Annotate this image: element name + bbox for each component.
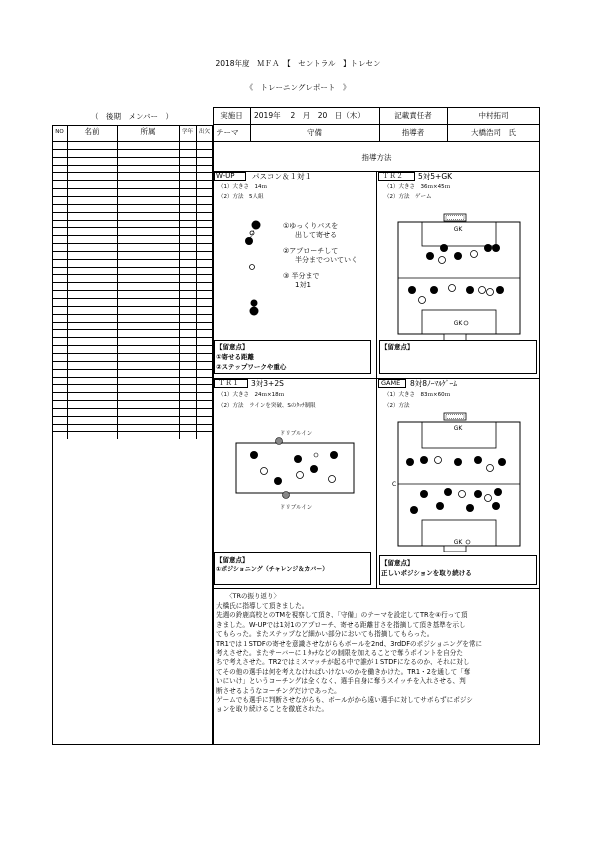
reflection-line: ちで考えさせた。TR2ではミスマッチが起る中で誰が１STDFになるのか、それに対し [216, 658, 470, 667]
member-row-line [52, 400, 213, 401]
col-affiliation: 所属 [140, 127, 156, 136]
member-row-line [52, 290, 213, 291]
reflection-line: てもらった。またステップなど細かい部分においても指摘してもらった。 [216, 630, 434, 639]
game-method: （2）方法 [384, 403, 410, 409]
tr2-method: （2）方法 ゲーム [384, 194, 432, 200]
game-c-label: C [392, 481, 397, 488]
member-row-line [52, 322, 213, 323]
game-name: 8対8ﾉｰﾏﾙｹﾞｰﾑ [410, 379, 458, 388]
game-pitch-diagram [378, 410, 538, 552]
member-row-line [52, 431, 213, 432]
member-row-line [52, 384, 213, 385]
reflection-line: ョンを取り続けることを徹底された。 [216, 705, 329, 714]
reflection-line: 断させるようなコーチングだけであった。 [216, 686, 341, 695]
wup-steps: ①ゆっくりパスを 出して寄せる ②アプローチして 半分までついていく ③ 半分まで 1対1 [283, 222, 358, 289]
player-dark [251, 300, 258, 307]
report-title: 2018年度 ＭＦＡ 【 セントラル 】トレセン [215, 59, 381, 68]
game-gk-top: GK [453, 425, 463, 432]
method-label: 指導方法 [361, 153, 392, 162]
coach-value: 大橋浩司 氏 [471, 128, 516, 137]
tr1-size: （1）大きさ 24ｍ×18ｍ [218, 392, 285, 398]
tr1-dribble-bottom: ドリブルイン [279, 505, 313, 511]
member-row-line [52, 267, 213, 268]
member-row-line [52, 361, 213, 362]
reflection-title: 〈TRの振り返り〉 [226, 592, 280, 600]
reflection-line: TR1では１STDFの寄せを意識させながらもボールを2nd、3rdDFのポジショニングを常に [216, 639, 483, 648]
reflection-line: 大橋氏に指導して頂きました。 [216, 602, 309, 610]
member-row-line [52, 251, 213, 252]
game-gk-bottom: GK [453, 539, 463, 546]
game-size: （1）大きさ 83ｍ×60ｍ [384, 392, 451, 398]
member-row-line [52, 274, 213, 275]
tr2-tag: ＴＲ２ [382, 172, 403, 180]
member-row-line [52, 149, 213, 150]
members-table [52, 125, 213, 745]
tr1-tag: ＴＲ１ [218, 379, 239, 387]
reflection-line: ゲームでも選手に判断させながらも、ボールがから遠い選手に対してサボらずにポジシ [216, 696, 473, 705]
tr2-gk-top: GK [453, 226, 463, 233]
member-row-line [52, 337, 213, 338]
tr2-pitch-diagram [378, 210, 538, 340]
date-value: 2019年 2 月 20 日（木） [254, 111, 365, 120]
col-grade: 学年 [181, 129, 193, 135]
report-subtitle: 《 トレーニングレポート 》 [245, 83, 351, 92]
reflection-line: てその他の選手は何を考えなければいけないのかを働きかけた。TR1・2を通して「奪 [216, 667, 471, 676]
wup-tag: W-UP [216, 172, 235, 180]
member-row-line [52, 298, 213, 299]
member-row-line [52, 243, 213, 244]
member-row-line [52, 259, 213, 260]
member-row-line [52, 345, 213, 346]
wup-name: パスコン＆１対１ [252, 172, 312, 181]
recorder-label: 記載責任者 [394, 111, 432, 120]
tr1-name: 3対3+2S [251, 379, 284, 388]
member-row-line [52, 204, 213, 205]
members-label: （ 後期 メンバー ） [91, 112, 173, 121]
member-row-line [52, 172, 213, 173]
member-row-line [52, 235, 213, 236]
reflection-line: きました。W-UPでは1対1のアプローチ、寄せる距離甘さを指摘して頂き基準を示し [216, 620, 466, 629]
member-row-line [52, 165, 213, 166]
member-row-line [52, 220, 213, 221]
wup-method: （2）方法 5人組 [218, 194, 264, 200]
col-no: NO [55, 129, 64, 135]
ball-icon [250, 265, 255, 270]
reflection-line: 考えさせた。またサーバーに１ﾀｯﾁなどの制限を加えることで奪うポイントを自分た [216, 649, 463, 658]
member-row-line [52, 353, 213, 354]
recorder-value: 中村拓司 [478, 111, 509, 120]
member-row-line [52, 188, 213, 189]
tr2-size: （1）大きさ 36ｍ×45ｍ [384, 184, 451, 190]
wup-notes-title: 【留意点】 [216, 343, 249, 351]
tr1-method: （2）方法 ラインを突破、Sのﾀｯﾁ制限 [218, 403, 316, 409]
member-row-line [52, 282, 213, 283]
col-name: 名前 [84, 127, 100, 136]
player-dark [250, 307, 259, 316]
tr1-notes-title: 【留意点】 [216, 556, 249, 564]
coach-label: 指導者 [401, 128, 425, 137]
member-row-line [52, 416, 213, 417]
member-row-line [52, 196, 213, 197]
member-row-line [52, 212, 213, 213]
date-label: 実施日 [220, 111, 243, 120]
member-row-line [52, 157, 213, 158]
member-row-line [52, 392, 213, 393]
reflection-text [216, 602, 538, 715]
member-row-line [52, 306, 213, 307]
member-row-line [52, 424, 213, 425]
game-tag: GAME [381, 379, 401, 387]
theme-label: テーマ [216, 128, 239, 137]
member-row-line [52, 369, 213, 370]
col-attendance: 出欠 [198, 129, 210, 135]
reflection-line: いにいけ」というコーチングは全くなく、選手自身に奪うスイッチを入れさせる、判 [216, 677, 466, 686]
member-row-line [52, 227, 213, 228]
member-row-line [52, 377, 213, 378]
player-dark [245, 237, 253, 245]
member-row-line [52, 314, 213, 315]
member-row-line [52, 408, 213, 409]
wup-size: （1）大きさ 14ｍ [218, 184, 267, 190]
game-notes-title: 【留意点】 [381, 559, 414, 567]
tr1-dribble-top: ドリブルイン [279, 431, 313, 437]
tr1-pitch-diagram [214, 425, 374, 515]
member-row-line [52, 180, 213, 181]
member-row-line [52, 329, 213, 330]
tr2-notes-title: 【留意点】 [381, 343, 414, 351]
member-row-line [52, 141, 213, 142]
reflection-line: 先週の鈴鹿高校とのTMを視察して頂き、「守備」のテーマを設定してTRを④行って頂 [216, 611, 468, 620]
tr2-name: 5対5+GK [418, 172, 453, 181]
tr2-gk-bottom: GK [453, 320, 463, 327]
theme-value: 守備 [307, 128, 322, 137]
